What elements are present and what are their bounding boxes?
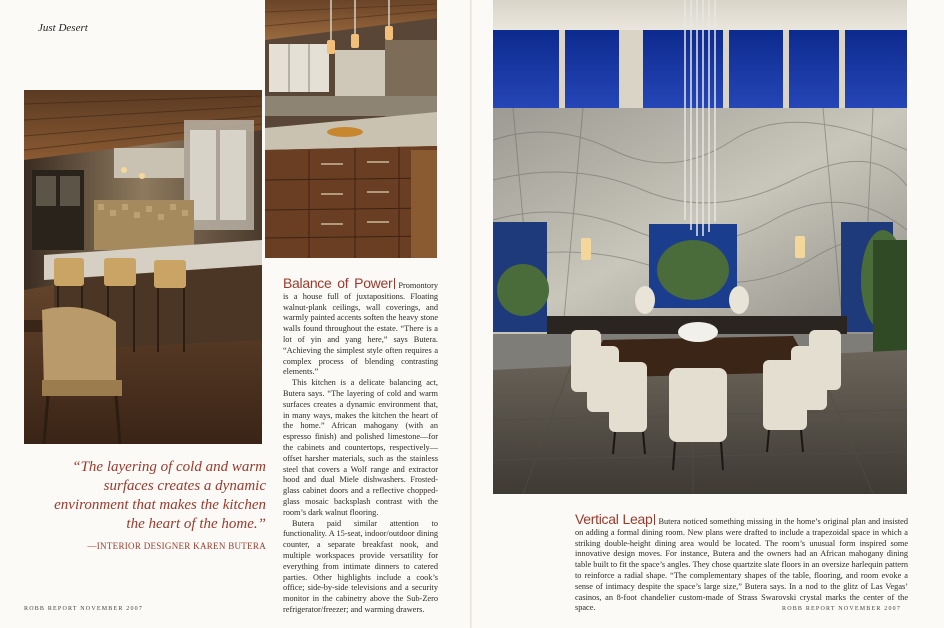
vertical-text-1: Butera noticed something missing in the home’s original plan and insisted on adding a formal dining room. New plans were drafted to include a trapezoidal space in which a striking double-height dining area would be located. The room’s unusual form inspired some innovative design moves. For instance, Butera and the owners had an African mahogany dining table built to fit the space’s angles. They chose quartzite slate floors in an oversize harlequin pattern to reinforce a radial shape. “The complementary shapes of the table, flooring, and room evoke a sense of intimacy despite the space’s large size,” Butera says. In a nod to the glitz of Las Vegas’ casinos, an 8-foot chandelier custom-made of Strass Swarovski crystal marks the center of the space. [575, 517, 908, 613]
dining-room-photo [493, 0, 907, 494]
balance-paragraph-2: This kitchen is a delicate balancing act, Butera says. “The layering of cold and warm surfaces creates a dynamic environment that, in many ways, makes the kitchen the heart of the home.” African mahogany (with an espresso finish) and polished limestone—for the cabinets and countertops, respectively—offset harsher materials, such as the stainless steel that covers a Wolf range and extractor hood and dual Miele dishwashers. Frosted-glass cabinet doors and a reflective chopped-glass mosaic backsplash contrast with the room’s dark walnut flooring. [283, 378, 438, 517]
balance-paragraph-1 [283, 276, 438, 378]
balance-text-1: Promontory is a house full of juxtapositions. Floating walnut-plank ceilings, wall coverings, and warmly painted accents soften the heavy stone walls found throughout the estate. “There is a lot of yin and yang here,” says Butera. “Achieving the simplest style often requires a complex process of blending contrasting elements.” [283, 281, 438, 377]
article-column-balance [283, 276, 438, 616]
balance-paragraph-3: Butera paid similar attention to functionality. A 15-seat, indoor/outdoor dining counter, a separate breakfast nook, and multiple workspaces provide versatility for everything from intimate dinners to catered parties. Other highlights include a cook’s office; side-by-side televisions and a security monitor in the cabinetry above the Sub-Zero refrigerator/freezer; and warming drawers. [283, 518, 438, 614]
pull-quote-credit: —INTERIOR DESIGNER KAREN BUTERA [87, 541, 266, 551]
folio-right: ROBB REPORT NOVEMBER 2007 [782, 606, 902, 612]
section-heading-vertical: Vertical Leap [575, 511, 653, 527]
folio-left: ROBB REPORT NOVEMBER 2007 [24, 606, 144, 612]
vertical-paragraph-1 [575, 512, 908, 614]
pull-quote: “The layering of cold and warm surfaces creates a dynamic environment that makes the kitchen the heart of the home.” [54, 459, 266, 532]
heading-divider [394, 278, 395, 289]
heading-divider [654, 514, 655, 525]
page-gutter [470, 0, 472, 628]
kitchen-island-photo [265, 0, 437, 258]
section-heading-balance: Balance of Power [283, 275, 393, 291]
article-column-vertical [575, 512, 908, 614]
kitchen-photo [24, 90, 262, 444]
section-name: Just Desert [38, 22, 88, 34]
